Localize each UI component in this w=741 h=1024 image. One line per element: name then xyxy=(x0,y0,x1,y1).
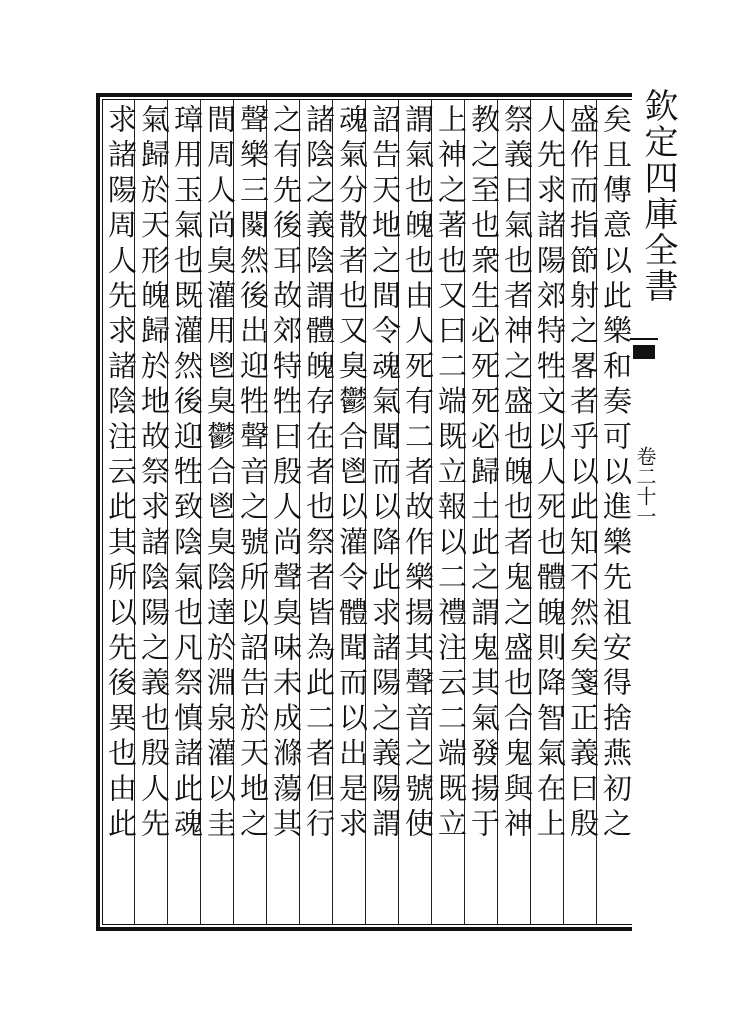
text-column-2: 盛作而指節射之畧者乎以此知不然矣箋正義曰殷 xyxy=(566,104,600,844)
text-column-15: 氣歸於天形魄歸於地故祭求諸陰陽之義也殷人先 xyxy=(137,104,171,844)
text-column-1: 矣且傳意以此樂和奏可以進樂先祖安得捨燕初之 xyxy=(599,104,633,844)
text-column-7: 謂氣也魄也由人死有二者故作樂揚其聲音之號使 xyxy=(401,104,435,844)
text-column-16: 求諸陽周人先求諸陰注云此其所以先後異也由此 xyxy=(104,104,138,844)
text-column-5: 教之至也衆生必死死必歸土此之謂鬼其氣發揚于 xyxy=(467,104,501,844)
text-column-10: 諸陰之義陰謂體魄存在者也祭者皆為此二者但行 xyxy=(302,104,336,844)
fishtail-mark xyxy=(633,345,655,359)
margin-book-title: 欽定四庫全書 xyxy=(638,88,678,304)
text-column-4: 祭義曰氣也者神之盛也魄也者鬼之盛也合鬼與神 xyxy=(500,104,534,844)
text-column-14: 璋用玉氣也既灌然後迎牲致陰氣也凡祭慎諸此魂 xyxy=(170,104,204,844)
text-column-6: 上神之著也又曰二端既立報以二禮注云二端既立 xyxy=(434,104,468,844)
text-column-12: 聲樂三闋然後出迎牲聲音之號所以詔告於天地之 xyxy=(236,104,270,844)
text-column-8: 詔告天地之間令魂氣聞而以降此求諸陽之義陽謂 xyxy=(368,104,402,844)
margin-juan-number: 卷二十一 xyxy=(633,446,657,526)
text-column-11: 之有先後耳故郊特牲曰殷人尚聲臭味未成滌蕩其 xyxy=(269,104,303,844)
text-column-13: 間周人尚臭灌用鬯臭鬱合鬯臭陰達於淵泉灌以圭 xyxy=(203,104,237,844)
text-column-3: 人先求諸陽郊特牲文以人死也體魄則降智氣在上 xyxy=(533,104,567,844)
text-column-9: 魂氣分散者也又臭鬱合鬯以灌令體聞而以出是求 xyxy=(335,104,369,844)
